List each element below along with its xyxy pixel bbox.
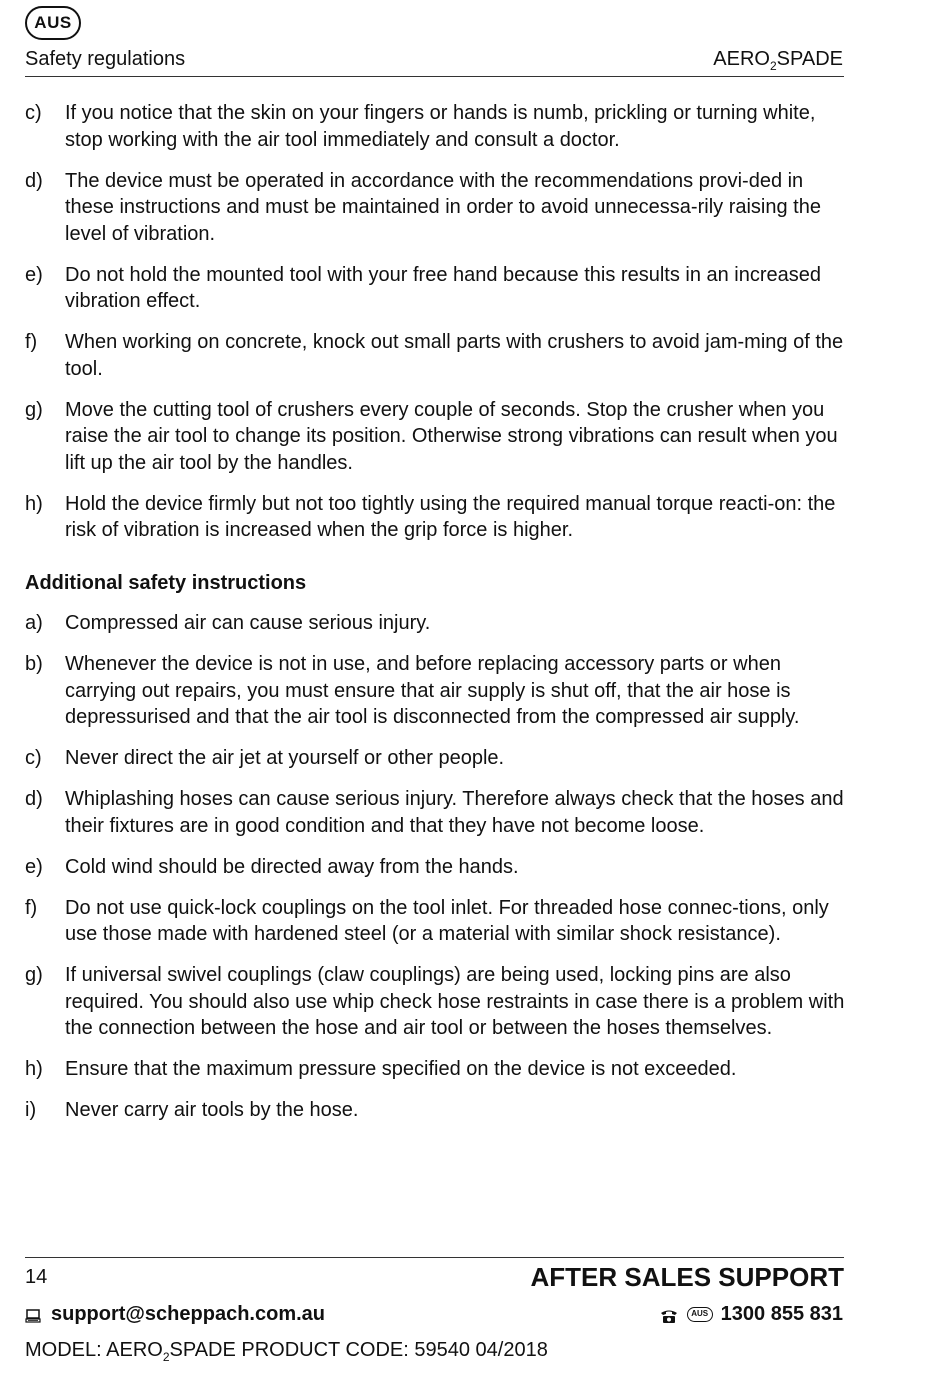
list-item (25, 1097, 845, 1124)
aus-badge: AUS (25, 6, 81, 40)
product-name-prefix: AERO (713, 48, 770, 70)
list-item-text: The device must be operated in accordance with the recommendations provi-ded in these instructions and must be maintained in order to avoid unnecessa-rily raising the level of vibration. (65, 169, 821, 245)
aus-mini-badge: AUS (687, 1307, 713, 1322)
list-item-text: Never direct the air jet at yourself or other people. (65, 747, 505, 769)
list-item-letter: g) (25, 398, 43, 421)
list-item-text: Do not use quick-lock couplings on the tool inlet. For threaded hose connec-tions, only use those made with hardened steel (or a material with similar shock resistance). (65, 896, 829, 945)
support-phone-number[interactable]: 1300 855 831 (720, 1303, 843, 1325)
product-name (713, 48, 843, 71)
list-item (25, 329, 845, 382)
model-prefix: MODEL: AERO (25, 1339, 163, 1361)
list-item-text: If universal swivel couplings (claw couplings) are being used, locking pins are also required. You should also use whip check hose restraints in case there is a problem with the connection between the hose and air tool or between the hoses themselves. (65, 964, 845, 1039)
list-item-text: Never carry air tools by the hose. (65, 1099, 359, 1121)
list-item-text: If you notice that the skin on your fingers or hands is numb, prickling or turning white, stop working with the air tool immediately and consult a doctor. (65, 102, 816, 151)
support-email-text[interactable]: support@scheppach.com.au (51, 1303, 325, 1325)
list-item-letter: d) (25, 169, 43, 192)
list-item-letter: f) (25, 331, 38, 353)
model-suffix: SPADE PRODUCT CODE: 59540 04/2018 (169, 1339, 548, 1361)
page-number: 14 (25, 1266, 48, 1288)
list-item-text: Ensure that the maximum pressure specified on the device is not exceeded. (65, 1058, 737, 1080)
vibration-instructions-list (25, 100, 845, 544)
footer-divider (25, 1257, 844, 1258)
list-item (25, 610, 845, 637)
list-item-text: Move the cutting tool of crushers every couple of seconds. Stop the crusher when you raise the air tool to change its position. Otherwise strong vibrations can result when you lift up the air tool by the handles. (65, 398, 838, 474)
list-item-letter: i) (25, 1099, 37, 1121)
page-content (25, 100, 845, 1138)
list-item-letter: c) (25, 747, 42, 769)
after-sales-support-heading: AFTER SALES SUPPORT (530, 1262, 844, 1292)
list-item (25, 491, 845, 544)
list-item-text: Hold the device firmly but not too tightly using the required manual torque reacti-on: the risk of vibration is increased when the grip force is higher. (65, 492, 836, 541)
list-item (25, 100, 845, 153)
list-item (25, 262, 845, 315)
list-item-letter: h) (25, 1058, 43, 1080)
list-item (25, 651, 845, 731)
list-item (25, 854, 845, 881)
support-email[interactable] (25, 1303, 325, 1326)
list-item-letter: h) (25, 492, 43, 515)
list-item-letter: g) (25, 964, 43, 986)
list-item-text: Cold wind should be directed away from the hands. (65, 855, 519, 878)
product-name-suffix: SPADE (776, 48, 843, 70)
list-item (25, 1056, 845, 1083)
list-item-letter: a) (25, 612, 43, 634)
additional-instructions-list (25, 610, 845, 1124)
support-phone[interactable] (659, 1303, 843, 1326)
list-item-text: Whenever the device is not in use, and before replacing accessory parts or when carrying out repairs, you must ensure that air supply is shut off, that the air hose is depressurised and that the air tool is disconnected from the compressed air supply. (65, 653, 800, 728)
list-item-letter: c) (25, 102, 42, 124)
list-item-text: Whiplashing hoses can cause serious injury. Therefore always check that the hoses and their fixtures are in good condition and that they have not become loose. (65, 788, 844, 837)
list-item (25, 745, 845, 772)
list-item-text: Compressed air can cause serious injury. (65, 612, 431, 634)
product-name-subscript: 2 (769, 59, 777, 73)
model-product-code (25, 1339, 548, 1362)
list-item (25, 397, 845, 477)
list-item-letter: f) (25, 896, 38, 919)
list-item-text: When working on concrete, knock out small parts with crushers to avoid jam-ming of the tool. (65, 331, 844, 380)
section-title: Safety regulations (25, 48, 186, 70)
telephone-icon (659, 1307, 679, 1323)
list-item-letter: e) (25, 263, 43, 286)
model-subscript: 2 (162, 1350, 170, 1364)
list-item-letter: b) (25, 653, 43, 675)
list-item (25, 786, 845, 839)
computer-icon (25, 1307, 41, 1323)
additional-safety-heading: Additional safety instructions (25, 571, 307, 594)
list-item-letter: e) (25, 855, 43, 878)
list-item (25, 962, 845, 1042)
header-divider (25, 76, 844, 77)
list-item-letter: d) (25, 788, 43, 810)
list-item (25, 895, 845, 948)
list-item-text: Do not hold the mounted tool with your free hand because this results in an increased vibration effect. (65, 263, 822, 312)
list-item (25, 168, 845, 248)
